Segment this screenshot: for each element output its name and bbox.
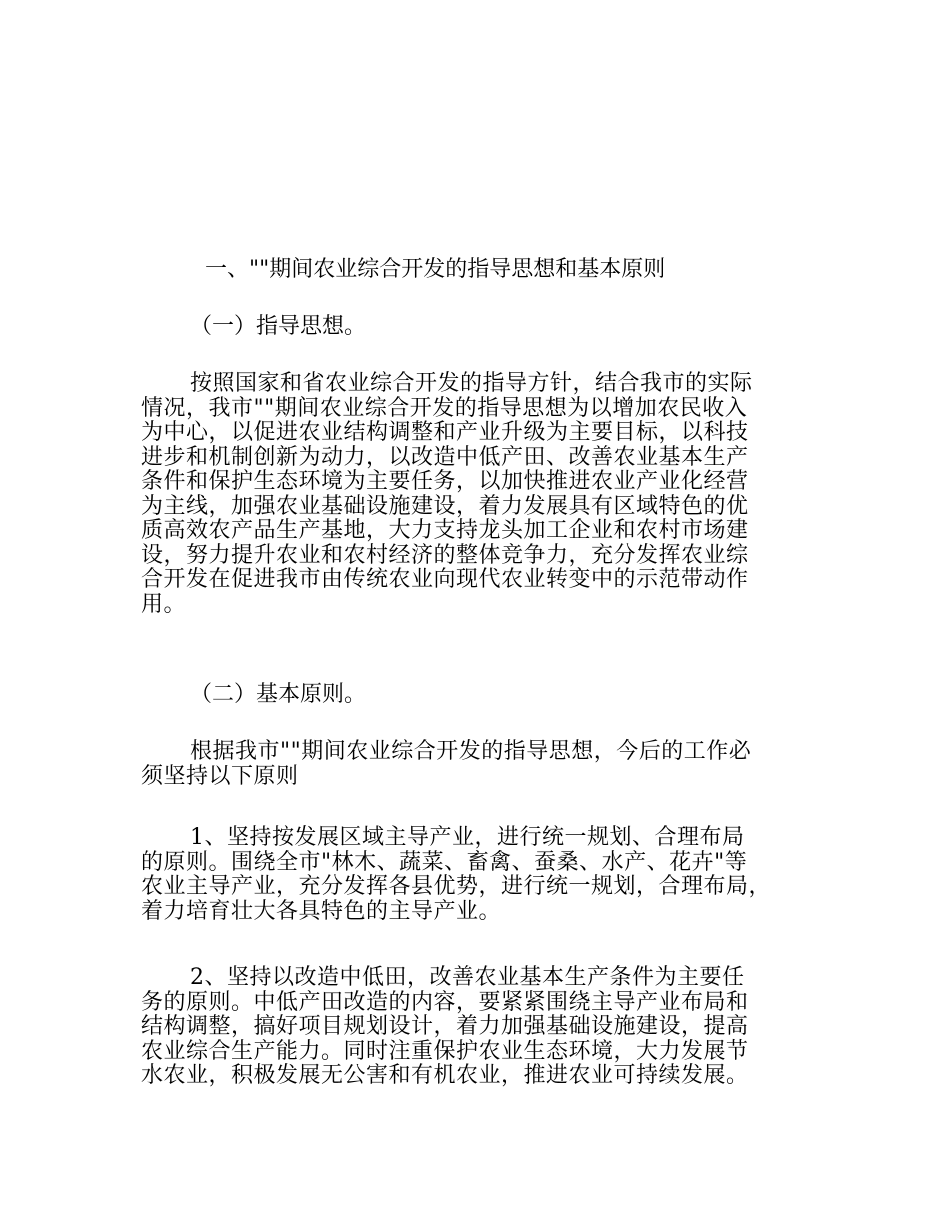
paragraph-line: 条件和保护生态环境为主要任务，以加快推进农业产业化经营 [141,469,749,494]
paragraph-line: 1、坚持按发展区域主导产业，进行统一规划、合理布局 [190,825,745,850]
section-title: 一、""期间农业综合开发的指导思想和基本原则 [205,257,666,282]
paragraph-line: 为主线，加强农业基础设施建设，着力发展具有区域特色的优 [141,493,749,519]
paragraph-line: 情况，我市""期间农业综合开发的指导思想为以增加农民收入 [141,395,748,421]
paragraph-line: 2、坚持以改造中低田，改善农业基本生产条件为主要任 [190,965,745,990]
paragraph-line: 进步和机制创新为动力，以改造中低产田、改善农业基本生产 [141,444,749,470]
paragraph-line: 农业主导产业，充分发挥各县优势，进行统一规划，合理布局， [141,874,772,899]
paragraph-line: 质高效农产品生产基地，大力支持龙头加工企业和农村市场建 [141,518,749,543]
paragraph-line: 合开发在促进我市由传统农业向现代农业转变中的示范带动作 [141,567,749,592]
paragraph-principle-1 [141,826,831,924]
subsection-title-guiding-thought: （一）指导思想。 [190,314,367,339]
paragraph-line: 结构调整，搞好项目规划设计，着力加强基础设施建设，提高 [141,1014,749,1039]
paragraph-principle-2 [141,966,831,1089]
paragraph-line: 用。 [141,591,187,617]
paragraph-guiding-thought [141,372,831,617]
paragraph-line: 为中心，以促进农业结构调整和产业升级为主要目标，以科技 [141,420,749,445]
paragraph-line: 按照国家和省农业综合开发的指导方针，结合我市的实际 [190,371,753,396]
subsection-title-basic-principles: （二）基本原则。 [190,682,367,707]
paragraph-line: 的原则。围绕全市"林木、蔬菜、畜禽、蚕桑、水产、花卉"等 [141,849,748,875]
paragraph-line: 农业综合生产能力。同时注重保护农业生态环境，大力发展节 [141,1038,749,1064]
paragraph-line: 根据我市""期间农业综合开发的指导思想，今后的工作必 [190,739,752,764]
paragraph-line: 务的原则。中低产田改造的内容，要紧紧围绕主导产业布局和 [141,989,749,1015]
paragraph-line: 须坚持以下原则 [141,763,299,789]
paragraph-principles-intro [141,740,831,789]
paragraph-line: 设，努力提升农业和农村经济的整体竞争力，充分发挥农业综 [141,542,749,568]
paragraph-line: 着力培育壮大各具特色的主导产业。 [141,898,502,924]
paragraph-line: 水农业，积极发展无公害和有机农业，推进农业可持续发展。 [141,1063,749,1088]
